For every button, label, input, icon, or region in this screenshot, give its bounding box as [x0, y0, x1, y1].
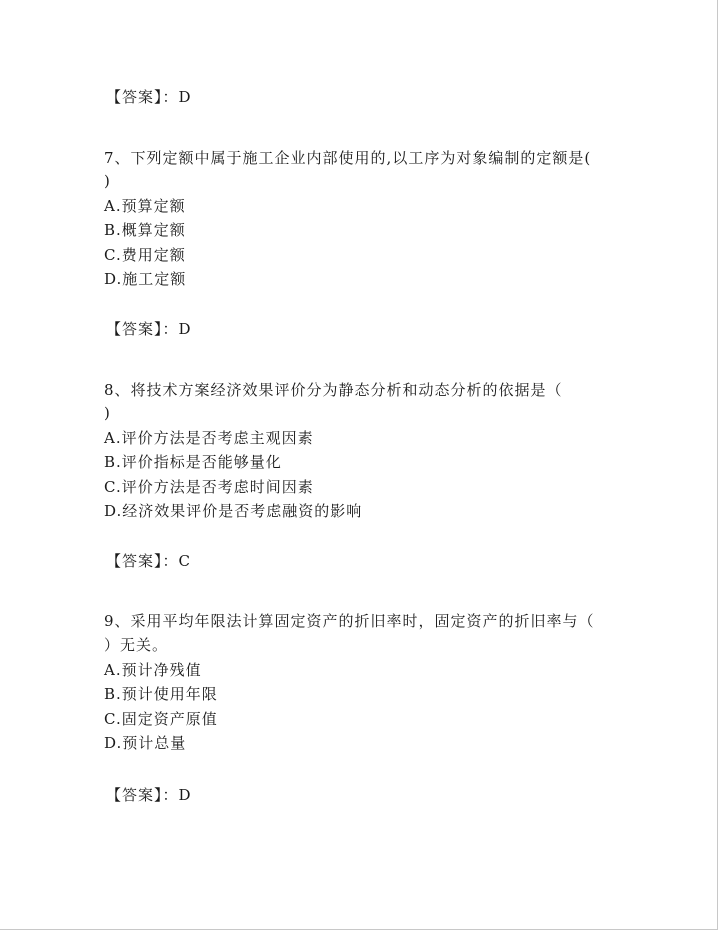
question-8-stem: 8、将技术方案经济效果评价分为静态分析和动态分析的依据是（ — [104, 381, 563, 399]
question-9-option-a: A.预计净残值 — [104, 661, 202, 679]
question-7-option-c: C.费用定额 — [104, 246, 186, 264]
question-9-stem: 9、采用平均年限法计算固定资产的折旧率时，固定资产的折旧率与（ — [104, 612, 595, 630]
question-8-option-c: C.评价方法是否考虑时间因素 — [104, 478, 314, 496]
answer-line: 【答案】：C — [106, 552, 191, 570]
question-7-stem: 7、下列定额中属于施工企业内部使用的,以工序为对象编制的定额是( — [104, 149, 592, 167]
answer-line: 【答案】：D — [106, 88, 192, 106]
question-8-option-a: A.评价方法是否考虑主观因素 — [104, 429, 314, 447]
question-7-stem-cont: ) — [104, 172, 111, 190]
question-9-stem-cont: ）无关。 — [104, 636, 169, 654]
question-9-option-c: C.固定资产原值 — [104, 710, 218, 728]
question-9-option-d: D.预计总量 — [104, 734, 187, 752]
question-9-option-b: B.预计使用年限 — [104, 685, 218, 703]
question-8-option-b: B.评价指标是否能够量化 — [104, 453, 282, 471]
question-7-option-d: D.施工定额 — [104, 270, 187, 288]
answer-line: 【答案】：D — [106, 320, 192, 338]
question-7-option-b: B.概算定额 — [104, 221, 186, 239]
answer-line: 【答案】：D — [106, 786, 192, 804]
question-8-stem-cont: ) — [104, 404, 111, 422]
question-7-option-a: A.预算定额 — [104, 197, 186, 215]
question-8-option-d: D.经济效果评价是否考虑融资的影响 — [104, 502, 363, 520]
